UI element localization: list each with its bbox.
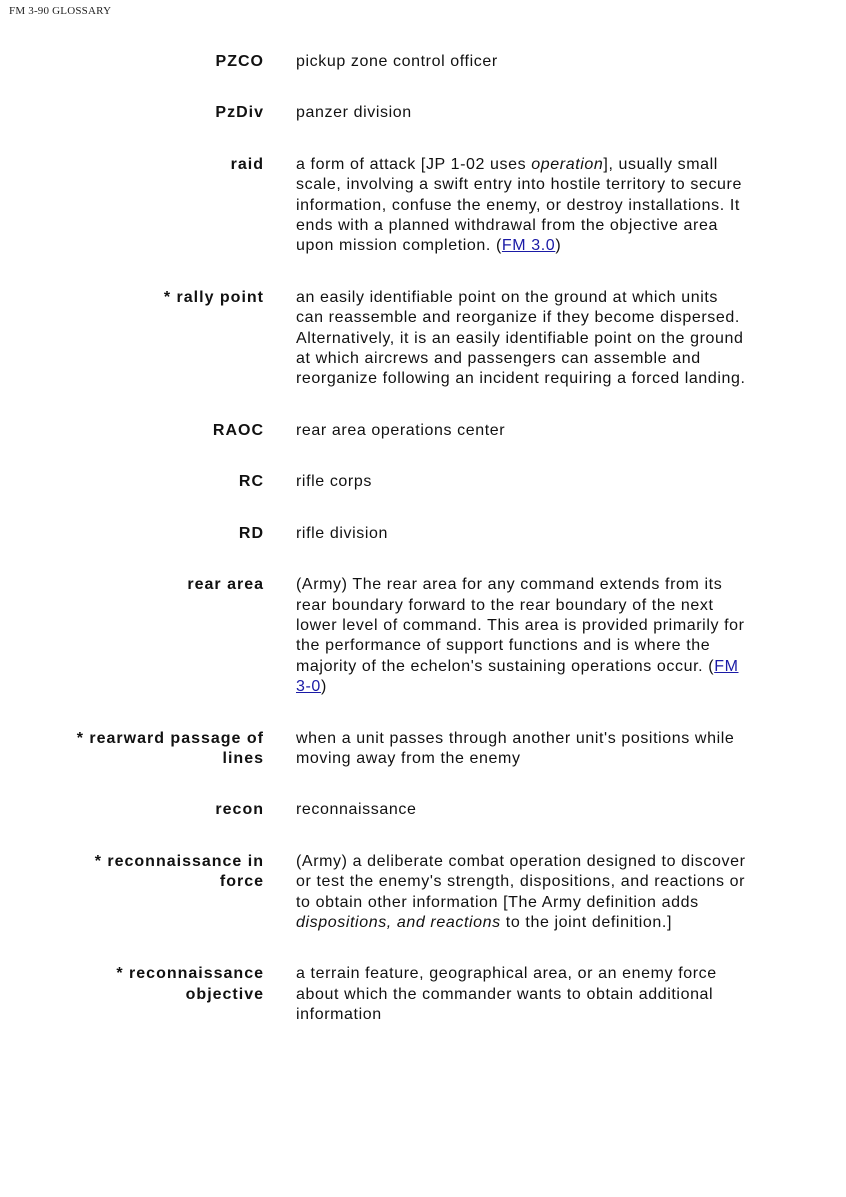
- glossary-definition: panzer division: [296, 104, 412, 122]
- glossary-term: [0, 729, 264, 770]
- glossary-list: [0, 52, 846, 1057]
- term-line: * reconnaissance in: [94, 852, 264, 870]
- definition-text: (Army) The rear area for any command extends from its rear boundary forward to the rear boundary of the next lower level of command. This area is provided primarily for the performance of support functions and is where the majority of the echelon's sustaining operations occur. (: [296, 576, 745, 675]
- glossary-entry: [0, 575, 846, 697]
- definition-text: ], usually small scale, involving a swift entry into hostile territory to secure information, confuse the enemy, or destroy installations. It ends with a planned withdrawal from the objective area upon mission completion. (: [296, 155, 742, 255]
- glossary-entry: [0, 288, 846, 390]
- definition-emphasis: operation: [531, 155, 604, 173]
- glossary-definition: rifle corps: [296, 473, 372, 491]
- glossary-term: raid: [230, 155, 264, 173]
- definition-text: to the joint definition.]: [500, 913, 673, 931]
- glossary-definition: when a unit passes through another unit's positions while moving away from the enemy: [296, 729, 735, 767]
- glossary-definition: rear area operations center: [296, 421, 506, 439]
- glossary-term: rear area: [187, 576, 264, 594]
- glossary-definition: [296, 575, 746, 697]
- term-line: force: [219, 873, 264, 891]
- reference-link-fm-3-0[interactable]: FM 3.0: [501, 237, 556, 255]
- glossary-entry: [0, 472, 846, 492]
- glossary-term: [0, 964, 264, 1005]
- glossary-entry: [0, 852, 846, 934]
- glossary-entry: [0, 524, 846, 544]
- glossary-definition: [296, 155, 746, 257]
- glossary-definition: reconnaissance: [296, 801, 417, 819]
- reference-link-fm-3-0[interactable]: FM 3-0: [296, 657, 739, 696]
- definition-text: a form of attack [JP 1-02 uses: [296, 155, 532, 173]
- glossary-term: recon: [215, 801, 264, 819]
- glossary-term: PzDiv: [215, 104, 264, 122]
- glossary-entry: [0, 103, 846, 123]
- glossary-entry: [0, 964, 846, 1025]
- glossary-definition: [296, 852, 746, 934]
- term-line: lines: [222, 749, 264, 767]
- glossary-term: RC: [238, 473, 264, 491]
- term-line: * rearward passage of: [76, 729, 264, 747]
- glossary-definition: an easily identifiable point on the ground at which units can reassemble and reorganize if they become dispersed. Alternatively, it is an easily identifiable point on the ground at which aircrews and passengers can assemble and reorganize following an incident requiring a forced landing.: [296, 288, 746, 388]
- glossary-entry: [0, 729, 846, 770]
- page-header: FM 3-90 GLOSSARY: [9, 5, 112, 17]
- definition-emphasis: dispositions, and reactions: [296, 913, 501, 931]
- glossary-entry: [0, 421, 846, 441]
- glossary-term: * rally point: [163, 288, 264, 306]
- definition-text: ): [555, 237, 562, 255]
- glossary-definition: a terrain feature, geographical area, or an enemy force about which the commander wants to obtain additional information: [296, 965, 717, 1024]
- glossary-definition: rifle division: [296, 524, 388, 542]
- glossary-entry: [0, 800, 846, 820]
- glossary-term: [0, 852, 264, 893]
- glossary-term: PZCO: [215, 53, 264, 70]
- glossary-entry: [0, 155, 846, 257]
- glossary-entry: [0, 52, 846, 72]
- term-line: * reconnaissance: [116, 965, 264, 983]
- glossary-term: RD: [238, 524, 264, 542]
- term-line: objective: [185, 985, 264, 1003]
- glossary-definition: pickup zone control officer: [296, 53, 498, 70]
- glossary-term: RAOC: [212, 421, 264, 439]
- definition-text: ): [320, 678, 327, 696]
- definition-text: (Army) a deliberate combat operation designed to discover or test the enemy's strength, dispositions, and reactions or to obtain other information [The Army definition adds: [296, 852, 746, 911]
